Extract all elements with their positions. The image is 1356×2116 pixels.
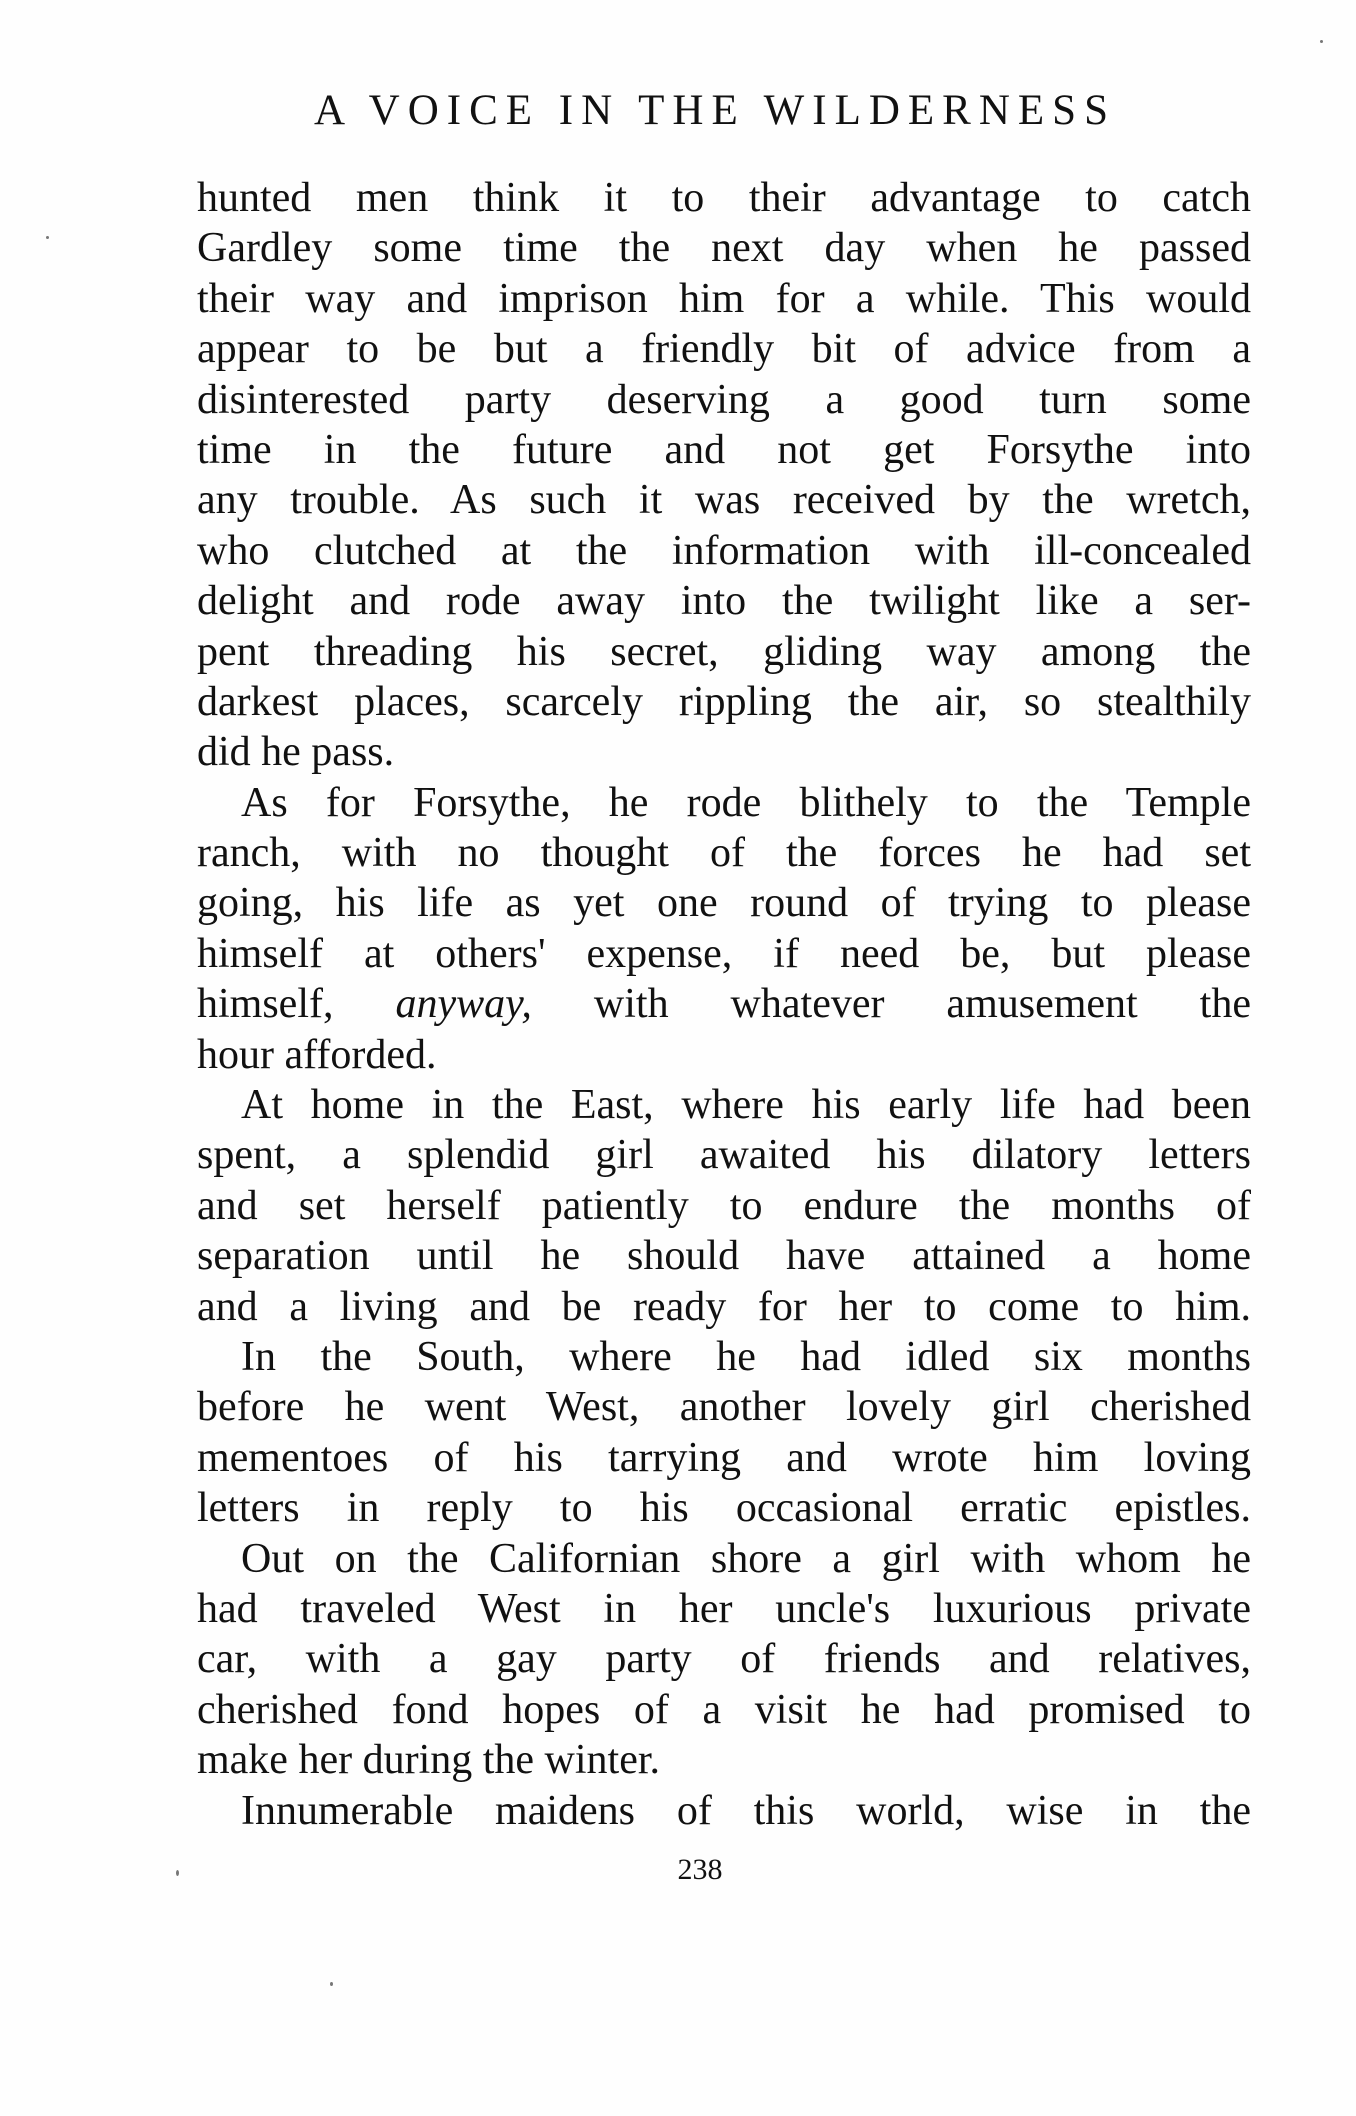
text-line-with-italic xyxy=(197,979,1251,1029)
text-line: hunted men think it to their advantage to catch xyxy=(197,175,1251,221)
scan-speck xyxy=(176,1870,179,1876)
text-line: car, with a gay party of friends and relatives, xyxy=(197,1636,1251,1683)
text-line: and a living and be ready for her to come to him. xyxy=(197,1283,1251,1330)
text-line: pent threading his secret, gliding way among the xyxy=(197,628,1251,675)
text-line: their way and imprison him for a while. This would xyxy=(197,275,1251,322)
running-head: A VOICE IN THE WILDERNESS xyxy=(314,87,1116,134)
text-line: separation until he should have attained a home xyxy=(197,1233,1251,1280)
text-line: cherished fond hopes of a visit he had promised to xyxy=(197,1686,1251,1733)
italic-word: anyway, xyxy=(395,981,532,1028)
text-line: disinterested party deserving a good turn some xyxy=(197,376,1251,423)
text-line: darkest places, scarcely rippling the air, so stealthily xyxy=(197,678,1251,725)
text-line: In the South, where he had idled six months xyxy=(241,1333,1251,1380)
text-line: ranch, with no thought of the forces he had set xyxy=(197,830,1251,877)
text-line: spent, a splendid girl awaited his dilatory letters xyxy=(197,1132,1251,1179)
scan-speck xyxy=(1320,40,1323,43)
text-line: At home in the East, where his early life had been xyxy=(241,1082,1251,1129)
text-line: delight and rode away into the twilight like a ser- xyxy=(197,578,1251,625)
text-line: before he went West, another lovely girl cherished xyxy=(197,1384,1251,1431)
text-line: and set herself patiently to endure the months of xyxy=(197,1182,1251,1229)
text-line: any trouble. As such it was received by the wretch, xyxy=(197,477,1251,524)
text-line: As for Forsythe, he rode blithely to the Temple xyxy=(241,779,1251,826)
text-line: make her during the winter. xyxy=(197,1737,661,1784)
text-segment: with whatever amusement the xyxy=(531,981,1251,1028)
text-line: letters in reply to his occasional erratic epistles. xyxy=(197,1485,1251,1532)
text-line: had traveled West in her uncle's luxurious private xyxy=(197,1585,1251,1632)
scan-speck xyxy=(46,236,49,239)
text-line: Innumerable maidens of this world, wise in the xyxy=(241,1787,1251,1834)
text-line: himself at others' expense, if need be, but please xyxy=(197,930,1251,977)
text-line: Gardley some time the next day when he passed xyxy=(197,225,1251,272)
text-line: did he pass. xyxy=(197,729,395,776)
text-line: going, his life as yet one round of trying to please xyxy=(197,880,1251,927)
text-line: time in the future and not get Forsythe into xyxy=(197,426,1251,473)
text-line: who clutched at the information with ill-concealed xyxy=(197,527,1251,574)
text-line: Out on the Californian shore a girl with whom he xyxy=(241,1535,1251,1582)
scan-speck xyxy=(330,1982,333,1986)
body-text xyxy=(197,173,1251,1836)
text-line: hour afforded. xyxy=(197,1031,437,1078)
text-line: mementoes of his tarrying and wrote him loving xyxy=(197,1434,1251,1481)
page-number: 238 xyxy=(677,1853,723,1886)
text-segment: himself, xyxy=(197,981,396,1028)
text-line: appear to be but a friendly bit of advice from a xyxy=(197,326,1251,373)
